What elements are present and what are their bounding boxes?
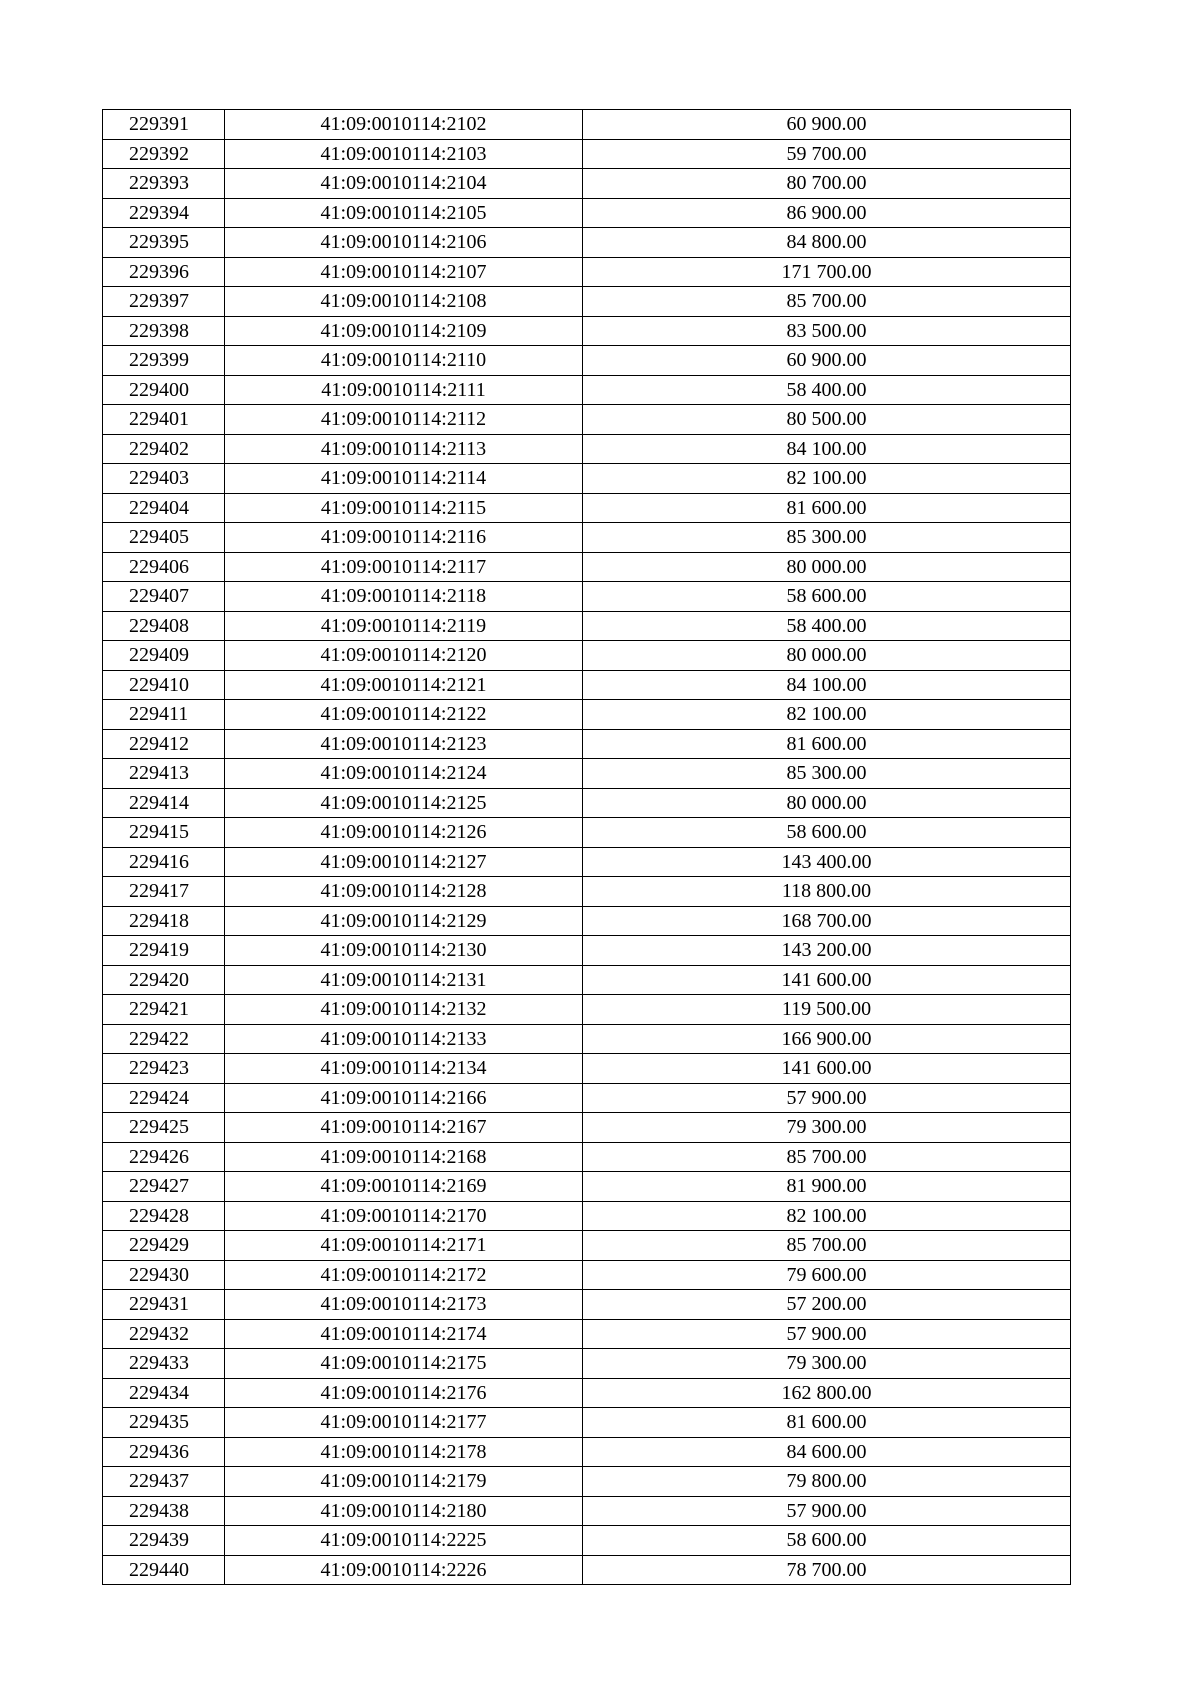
value-cell: 141 600.00 [583, 1054, 1071, 1084]
value-cell: 119 500.00 [583, 995, 1071, 1025]
table-row [103, 1526, 1071, 1556]
table-row [103, 1142, 1071, 1172]
cadastral-number-cell: 41:09:0010114:2114 [225, 464, 583, 494]
row-number-cell: 229437 [103, 1467, 225, 1497]
cadastral-number-cell: 41:09:0010114:2121 [225, 670, 583, 700]
cadastral-number-cell: 41:09:0010114:2107 [225, 257, 583, 287]
value-cell: 82 100.00 [583, 1201, 1071, 1231]
cadastral-number-cell: 41:09:0010114:2180 [225, 1496, 583, 1526]
table-row [103, 375, 1071, 405]
cadastral-number-cell: 41:09:0010114:2106 [225, 228, 583, 258]
value-cell: 58 600.00 [583, 582, 1071, 612]
row-number-cell: 229396 [103, 257, 225, 287]
value-cell: 84 800.00 [583, 228, 1071, 258]
value-cell: 118 800.00 [583, 877, 1071, 907]
cadastral-number-cell: 41:09:0010114:2168 [225, 1142, 583, 1172]
cadastral-number-cell: 41:09:0010114:2115 [225, 493, 583, 523]
value-cell: 82 100.00 [583, 464, 1071, 494]
row-number-cell: 229430 [103, 1260, 225, 1290]
table-row [103, 1172, 1071, 1202]
table-row [103, 788, 1071, 818]
value-cell: 57 900.00 [583, 1319, 1071, 1349]
cadastral-number-cell: 41:09:0010114:2172 [225, 1260, 583, 1290]
value-cell: 58 600.00 [583, 818, 1071, 848]
table-row [103, 198, 1071, 228]
cadastral-number-cell: 41:09:0010114:2118 [225, 582, 583, 612]
row-number-cell: 229439 [103, 1526, 225, 1556]
row-number-cell: 229423 [103, 1054, 225, 1084]
table-row [103, 316, 1071, 346]
cadastral-number-cell: 41:09:0010114:2133 [225, 1024, 583, 1054]
value-cell: 141 600.00 [583, 965, 1071, 995]
cadastral-number-cell: 41:09:0010114:2111 [225, 375, 583, 405]
row-number-cell: 229425 [103, 1113, 225, 1143]
table-body [103, 110, 1071, 1585]
row-number-cell: 229398 [103, 316, 225, 346]
value-cell: 168 700.00 [583, 906, 1071, 936]
table-row [103, 110, 1071, 140]
value-cell: 78 700.00 [583, 1555, 1071, 1585]
row-number-cell: 229429 [103, 1231, 225, 1261]
cadastral-number-cell: 41:09:0010114:2175 [225, 1349, 583, 1379]
row-number-cell: 229397 [103, 287, 225, 317]
row-number-cell: 229424 [103, 1083, 225, 1113]
cadastral-number-cell: 41:09:0010114:2130 [225, 936, 583, 966]
table-row [103, 228, 1071, 258]
cadastral-number-cell: 41:09:0010114:2134 [225, 1054, 583, 1084]
row-number-cell: 229412 [103, 729, 225, 759]
table-row [103, 729, 1071, 759]
cadastral-number-cell: 41:09:0010114:2171 [225, 1231, 583, 1261]
row-number-cell: 229413 [103, 759, 225, 789]
row-number-cell: 229432 [103, 1319, 225, 1349]
table-row [103, 877, 1071, 907]
value-cell: 171 700.00 [583, 257, 1071, 287]
table-row [103, 906, 1071, 936]
row-number-cell: 229394 [103, 198, 225, 228]
row-number-cell: 229399 [103, 346, 225, 376]
cadastral-number-cell: 41:09:0010114:2132 [225, 995, 583, 1025]
table-row [103, 1260, 1071, 1290]
table-row [103, 1290, 1071, 1320]
row-number-cell: 229400 [103, 375, 225, 405]
cadastral-number-cell: 41:09:0010114:2167 [225, 1113, 583, 1143]
cadastral-number-cell: 41:09:0010114:2110 [225, 346, 583, 376]
table-row [103, 552, 1071, 582]
table-row [103, 1349, 1071, 1379]
cadastral-number-cell: 41:09:0010114:2117 [225, 552, 583, 582]
value-cell: 58 400.00 [583, 611, 1071, 641]
value-cell: 60 900.00 [583, 346, 1071, 376]
cadastral-number-cell: 41:09:0010114:2170 [225, 1201, 583, 1231]
cadastral-number-cell: 41:09:0010114:2128 [225, 877, 583, 907]
cadastral-number-cell: 41:09:0010114:2103 [225, 139, 583, 169]
value-cell: 57 900.00 [583, 1496, 1071, 1526]
table-row [103, 1378, 1071, 1408]
value-cell: 80 000.00 [583, 788, 1071, 818]
cadastral-number-cell: 41:09:0010114:2119 [225, 611, 583, 641]
value-cell: 80 700.00 [583, 169, 1071, 199]
table-row [103, 1113, 1071, 1143]
row-number-cell: 229409 [103, 641, 225, 671]
table-row [103, 611, 1071, 641]
cadastral-number-cell: 41:09:0010114:2126 [225, 818, 583, 848]
value-cell: 58 600.00 [583, 1526, 1071, 1556]
cadastral-number-cell: 41:09:0010114:2169 [225, 1172, 583, 1202]
value-cell: 85 300.00 [583, 523, 1071, 553]
value-cell: 80 000.00 [583, 552, 1071, 582]
cadastral-number-cell: 41:09:0010114:2102 [225, 110, 583, 140]
value-cell: 162 800.00 [583, 1378, 1071, 1408]
value-cell: 58 400.00 [583, 375, 1071, 405]
value-cell: 80 000.00 [583, 641, 1071, 671]
cadastral-number-cell: 41:09:0010114:2178 [225, 1437, 583, 1467]
value-cell: 143 200.00 [583, 936, 1071, 966]
table-row [103, 847, 1071, 877]
table-row [103, 1319, 1071, 1349]
cadastral-number-cell: 41:09:0010114:2105 [225, 198, 583, 228]
cadastral-number-cell: 41:09:0010114:2108 [225, 287, 583, 317]
value-cell: 57 200.00 [583, 1290, 1071, 1320]
cadastral-number-cell: 41:09:0010114:2131 [225, 965, 583, 995]
value-cell: 79 300.00 [583, 1349, 1071, 1379]
value-cell: 86 900.00 [583, 198, 1071, 228]
cadastral-number-cell: 41:09:0010114:2124 [225, 759, 583, 789]
row-number-cell: 229419 [103, 936, 225, 966]
table-row [103, 287, 1071, 317]
cadastral-number-cell: 41:09:0010114:2226 [225, 1555, 583, 1585]
cadastral-number-cell: 41:09:0010114:2125 [225, 788, 583, 818]
table-row [103, 1054, 1071, 1084]
row-number-cell: 229403 [103, 464, 225, 494]
cadastral-number-cell: 41:09:0010114:2166 [225, 1083, 583, 1113]
value-cell: 83 500.00 [583, 316, 1071, 346]
cadastral-number-cell: 41:09:0010114:2123 [225, 729, 583, 759]
row-number-cell: 229407 [103, 582, 225, 612]
row-number-cell: 229392 [103, 139, 225, 169]
table-row [103, 1201, 1071, 1231]
cadastral-number-cell: 41:09:0010114:2173 [225, 1290, 583, 1320]
row-number-cell: 229395 [103, 228, 225, 258]
table-row [103, 1496, 1071, 1526]
value-cell: 84 100.00 [583, 670, 1071, 700]
value-cell: 81 600.00 [583, 1408, 1071, 1438]
row-number-cell: 229404 [103, 493, 225, 523]
value-cell: 143 400.00 [583, 847, 1071, 877]
row-number-cell: 229418 [103, 906, 225, 936]
table-row [103, 1555, 1071, 1585]
row-number-cell: 229391 [103, 110, 225, 140]
row-number-cell: 229440 [103, 1555, 225, 1585]
table-row [103, 523, 1071, 553]
row-number-cell: 229426 [103, 1142, 225, 1172]
row-number-cell: 229411 [103, 700, 225, 730]
cadastral-number-cell: 41:09:0010114:2109 [225, 316, 583, 346]
table-row [103, 1083, 1071, 1113]
value-cell: 85 700.00 [583, 1142, 1071, 1172]
table-row [103, 405, 1071, 435]
cadastral-number-cell: 41:09:0010114:2127 [225, 847, 583, 877]
row-number-cell: 229410 [103, 670, 225, 700]
table-row [103, 700, 1071, 730]
row-number-cell: 229421 [103, 995, 225, 1025]
value-cell: 85 700.00 [583, 287, 1071, 317]
value-cell: 84 600.00 [583, 1437, 1071, 1467]
table-row [103, 1467, 1071, 1497]
value-cell: 57 900.00 [583, 1083, 1071, 1113]
row-number-cell: 229402 [103, 434, 225, 464]
cadastral-number-cell: 41:09:0010114:2112 [225, 405, 583, 435]
value-cell: 80 500.00 [583, 405, 1071, 435]
row-number-cell: 229420 [103, 965, 225, 995]
row-number-cell: 229428 [103, 1201, 225, 1231]
value-cell: 166 900.00 [583, 1024, 1071, 1054]
row-number-cell: 229435 [103, 1408, 225, 1438]
table-row [103, 641, 1071, 671]
row-number-cell: 229405 [103, 523, 225, 553]
table-row [103, 434, 1071, 464]
cadastral-number-cell: 41:09:0010114:2177 [225, 1408, 583, 1438]
cadastral-number-cell: 41:09:0010114:2174 [225, 1319, 583, 1349]
table-row [103, 257, 1071, 287]
table-row [103, 759, 1071, 789]
row-number-cell: 229416 [103, 847, 225, 877]
value-cell: 81 600.00 [583, 729, 1071, 759]
row-number-cell: 229438 [103, 1496, 225, 1526]
row-number-cell: 229436 [103, 1437, 225, 1467]
value-cell: 60 900.00 [583, 110, 1071, 140]
value-cell: 79 600.00 [583, 1260, 1071, 1290]
table-row [103, 818, 1071, 848]
table-row [103, 670, 1071, 700]
table-row [103, 1437, 1071, 1467]
value-cell: 84 100.00 [583, 434, 1071, 464]
data-table [102, 109, 1071, 1585]
table-row [103, 582, 1071, 612]
value-cell: 82 100.00 [583, 700, 1071, 730]
table-row [103, 1408, 1071, 1438]
cadastral-number-cell: 41:09:0010114:2116 [225, 523, 583, 553]
row-number-cell: 229414 [103, 788, 225, 818]
row-number-cell: 229417 [103, 877, 225, 907]
row-number-cell: 229401 [103, 405, 225, 435]
row-number-cell: 229431 [103, 1290, 225, 1320]
cadastral-number-cell: 41:09:0010114:2176 [225, 1378, 583, 1408]
value-cell: 79 800.00 [583, 1467, 1071, 1497]
cadastral-number-cell: 41:09:0010114:2104 [225, 169, 583, 199]
table-row [103, 169, 1071, 199]
cadastral-number-cell: 41:09:0010114:2225 [225, 1526, 583, 1556]
table-row [103, 464, 1071, 494]
value-cell: 81 900.00 [583, 1172, 1071, 1202]
cadastral-number-cell: 41:09:0010114:2113 [225, 434, 583, 464]
value-cell: 81 600.00 [583, 493, 1071, 523]
table-row [103, 936, 1071, 966]
value-cell: 79 300.00 [583, 1113, 1071, 1143]
value-cell: 85 700.00 [583, 1231, 1071, 1261]
row-number-cell: 229422 [103, 1024, 225, 1054]
row-number-cell: 229433 [103, 1349, 225, 1379]
value-cell: 59 700.00 [583, 139, 1071, 169]
table-row [103, 965, 1071, 995]
table-row [103, 139, 1071, 169]
row-number-cell: 229434 [103, 1378, 225, 1408]
table-row [103, 493, 1071, 523]
cadastral-number-cell: 41:09:0010114:2179 [225, 1467, 583, 1497]
table-row [103, 1024, 1071, 1054]
cadastral-number-cell: 41:09:0010114:2120 [225, 641, 583, 671]
row-number-cell: 229427 [103, 1172, 225, 1202]
table-row [103, 995, 1071, 1025]
row-number-cell: 229406 [103, 552, 225, 582]
table-row [103, 1231, 1071, 1261]
row-number-cell: 229393 [103, 169, 225, 199]
cadastral-number-cell: 41:09:0010114:2122 [225, 700, 583, 730]
table-row [103, 346, 1071, 376]
row-number-cell: 229408 [103, 611, 225, 641]
cadastral-number-cell: 41:09:0010114:2129 [225, 906, 583, 936]
value-cell: 85 300.00 [583, 759, 1071, 789]
row-number-cell: 229415 [103, 818, 225, 848]
